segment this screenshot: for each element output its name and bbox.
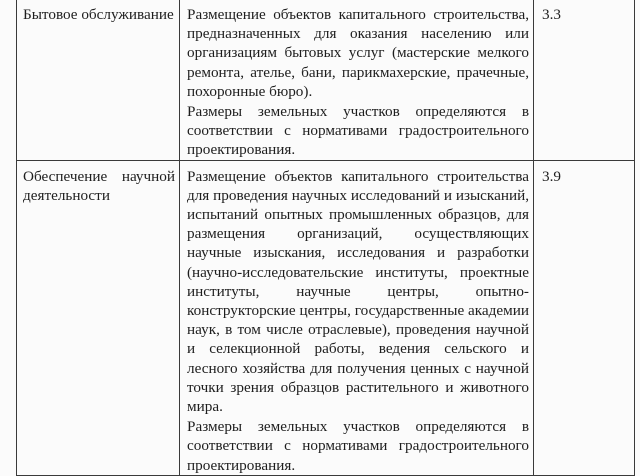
- use-description: Размещение объектов капитального строительства для проведения научных исследований и изысканий, испытаний опытных промышленных образцов, для размещения организаций, осуществляющих научные изыскания, исследования и разработки (научно-исследовательские институты, проектные институты, научные центры, опытно-конструкторские центры, государственные академии наук, в том числе отраслевые), проведения научной и селекционной работы, ведения сельского и лесного хозяйства для получения ценных с научной точки зрения образцов растительного и животного мира.: [187, 167, 529, 416]
- use-type-name: Обеспечение научной деятельности: [23, 167, 175, 204]
- use-note: Размеры земельных участков определяются в соответствии с нормативами градостроительного проектирования.: [187, 103, 529, 159]
- land-use-table: [16, 0, 635, 476]
- use-type-cell: [17, 0, 180, 160]
- use-type-name: Бытовое обслуживание: [23, 6, 174, 23]
- use-note: Размеры земельных участков определяются в соответствии с нормативами градостроительного проектирования.: [187, 418, 529, 474]
- use-description: Размещение объектов капитального строительства, предназначенных для оказания населению или организациям бытовых услуг (мастерские мелкого ремонта, ателье, бани, парикмахерские, прачечные, похоронные бюро).: [187, 6, 529, 100]
- use-type-cell: [17, 160, 180, 475]
- code-cell: [534, 0, 635, 160]
- table-row: [17, 0, 635, 160]
- code-cell: [534, 160, 635, 475]
- use-code: 3.3: [542, 6, 561, 23]
- use-code: 3.9: [542, 167, 561, 185]
- description-cell: [180, 0, 534, 160]
- table-row: [17, 160, 635, 475]
- description-cell: [180, 160, 534, 475]
